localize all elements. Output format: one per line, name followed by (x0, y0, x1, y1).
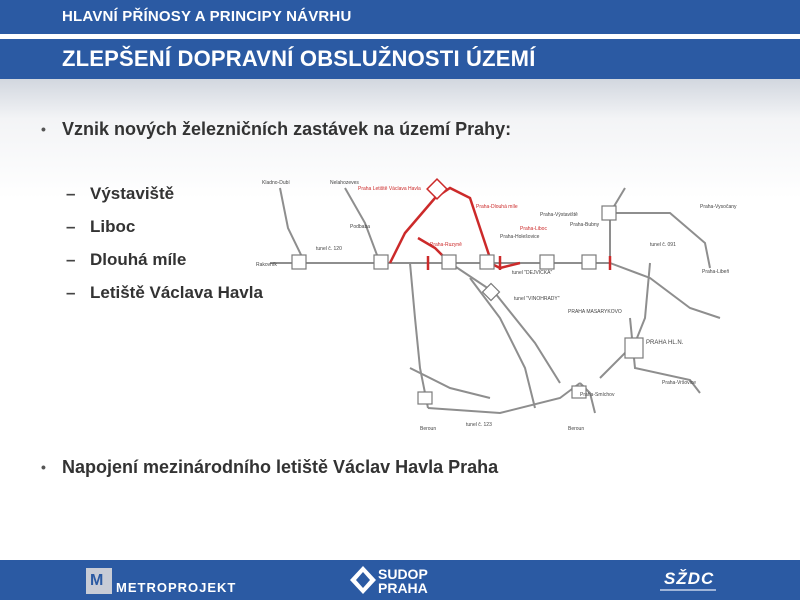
new-station-box (427, 179, 447, 199)
station-box (582, 255, 596, 269)
bullet-airport-connection (41, 457, 499, 478)
map-label: Praha-Bubny (570, 222, 600, 228)
sub-item-label: Liboc (90, 217, 136, 236)
slide-title: ZLEPŠENÍ DOPRAVNÍ OBSLUŽNOSTI ÚZEMÍ (62, 46, 536, 71)
track-diag-1 (450, 263, 560, 383)
metroprojekt-logo-text: METROPROJEKT (116, 580, 237, 595)
station-box (480, 255, 494, 269)
track-to-north (610, 188, 625, 263)
dash: – (66, 283, 76, 302)
station-box (602, 206, 616, 220)
bullet-dot: • (41, 459, 46, 475)
map-label: Praha-Vršovice (662, 380, 696, 386)
track-east-down (600, 263, 650, 378)
bullet-airport-connection-text: Napojení mezinárodního letiště Václav Havla Praha (62, 457, 499, 477)
sub-item-vystaviste (66, 184, 174, 204)
map-label: Nelahozeves (330, 180, 359, 186)
slide-title-bar (0, 39, 800, 79)
dash: – (66, 184, 76, 203)
map-label: Praha-Výstaviště (540, 212, 578, 218)
map-label: Praha-Smíchov (580, 392, 615, 398)
map-label: Kladno-Dubí (262, 180, 290, 186)
station-box (540, 255, 554, 269)
map-label: tunel č. 091 (650, 242, 676, 248)
station-box (625, 338, 643, 358)
bullet-new-stops-text: Vznik nových železničních zastávek na území Prahy: (62, 119, 512, 139)
map-label: Praha Letiště Václava Havla (358, 186, 421, 192)
map-label: Praha-Liboc (520, 226, 547, 232)
track-east-upper (610, 213, 710, 268)
sub-item-label: Letiště Václava Havla (90, 283, 263, 302)
map-label: Praha-Vysočany (700, 204, 737, 210)
map-label: Podbaba (350, 224, 371, 230)
section-header-bar (0, 0, 800, 34)
station-box (418, 392, 432, 404)
station-box (292, 255, 306, 269)
sudop-logo-text: SUDOP (378, 566, 428, 582)
bullet-dot: • (41, 121, 46, 137)
track-west-to-south (410, 263, 428, 408)
map-label: Praha-Libeň (702, 269, 730, 275)
sub-item-label: Dlouhá míle (90, 250, 187, 269)
map-label: Praha-Holešovice (500, 234, 540, 240)
praha-logo-text: PRAHA (378, 580, 428, 596)
sub-item-dlouha-mile (66, 250, 186, 270)
map-label: Beroun (568, 426, 585, 432)
szdc-logo-underline (660, 589, 716, 591)
szdc-logo (658, 566, 718, 594)
footer-bar (0, 560, 800, 600)
map-label: tunel "DEJVICKÁ" (512, 270, 553, 276)
track-kladno (280, 188, 305, 263)
section-title: HLAVNÍ PŘÍNOSY A PRINCIPY NÁVRHU (62, 8, 352, 25)
station-box (374, 255, 388, 269)
map-label: PRAHA MASARYKOVO (568, 309, 622, 315)
map-label: tunel "VINOHRADY" (514, 296, 560, 302)
sub-item-label: Výstaviště (90, 184, 175, 203)
metroprojekt-m-icon: M (90, 572, 104, 589)
map-label: Rakovník (256, 262, 277, 268)
szdc-logo-text: SŽDC (664, 569, 715, 588)
dash: – (66, 250, 76, 269)
sudop-logo-icon (348, 564, 378, 596)
map-label: Beroun (420, 426, 437, 432)
station-box (442, 255, 456, 269)
map-label: Praha-Ruzyně (430, 242, 462, 248)
map-label: PRAHA HL.N. (646, 340, 684, 346)
map-label: Praha-Dlouhá míle (476, 204, 518, 210)
sub-item-letiste (66, 283, 263, 303)
railway-network-map (250, 168, 750, 436)
dash: – (66, 217, 76, 236)
bullet-new-stops (41, 119, 512, 140)
sub-item-liboc (66, 217, 135, 237)
map-label: tunel č. 123 (466, 422, 492, 428)
map-label: tunel č. 120 (316, 246, 342, 252)
sudop-praha-logo (348, 564, 448, 596)
